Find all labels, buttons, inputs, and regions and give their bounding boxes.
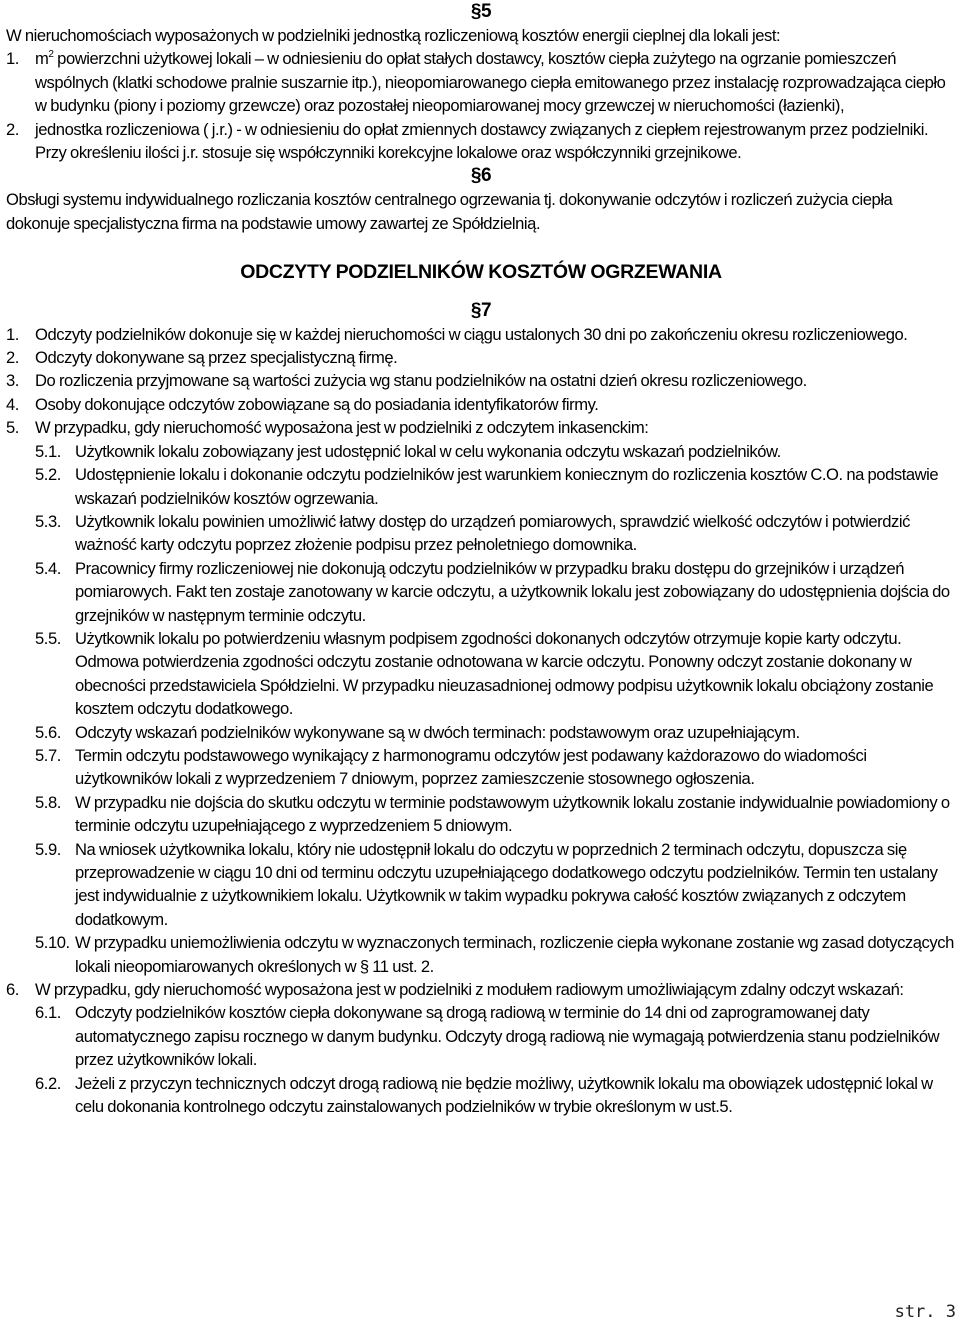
- sub-item: [6, 440, 956, 463]
- sub-item-text: Termin odczytu podstawowego wynikający z harmonogramu odczytów jest podawany każdorazowo do wiadomości użytkowników lokali z wyprzedzeniem 7 dniowym, poprzez zamieszczenie stosownego ogłoszenia.: [75, 745, 867, 789]
- sub-item-text: Użytkownik lokalu powinien umożliwić łatwy dostęp do urządzeń pomiarowych, sprawdzić wielkość odczytów i potwierdzić ważność karty odczytu poprzez złożenie podpisu przez pełnoletniego domownika.: [75, 511, 910, 555]
- item-number: 4.: [6, 394, 19, 414]
- item-number: 2.: [6, 348, 19, 368]
- sub-item-number: 5.1.: [35, 441, 61, 461]
- sub-item: [6, 627, 956, 721]
- sub-item: [6, 557, 956, 627]
- sub-item: [6, 931, 956, 978]
- sub-item-number: 5.10.: [35, 933, 70, 953]
- section-5-item: [6, 47, 956, 117]
- chapter-heading: ODCZYTY PODZIELNIKÓW KOSZTÓW OGRZEWANIA: [240, 261, 722, 284]
- sub-item: [6, 721, 956, 744]
- item-number: 1.: [6, 49, 19, 69]
- section-7-symbol: §7: [470, 299, 492, 321]
- item-number: 2.: [6, 119, 19, 139]
- sub-item-number: 5.3.: [35, 511, 61, 531]
- section-7-item: [6, 416, 956, 439]
- sub-item-text: W przypadku nie dojścia do skutku odczytu w terminie podstawowym użytkownik lokalu zostanie indywidualnie powiadomiony o terminie odczytu uzupełniającego z wyprzedzeniem 5 dniowym.: [75, 792, 950, 836]
- sub-item: [6, 1072, 956, 1119]
- sub-item-number: 6.1.: [35, 1003, 61, 1023]
- section-5-symbol: §5: [470, 1, 492, 22]
- item-text: Osoby dokonujące odczytów zobowiązane są do posiadania identyfikatorów firmy.: [35, 394, 599, 414]
- sub-item-text: Użytkownik lokalu po potwierdzeniu własnym podpisem zgodności dokonanych odczytów otrzymuje kopie karty odczytu. Odmowa potwierdzenia zgodności odczytu zostanie odnotowana w karcie odczytu. Ponowny odczyt zostanie dokonany w obecności przedstawiciela Spółdzielni. W przypadku nieuzasadnionej odmowy podpisu użytkownik lokalu obciążony zostanie kosztem odczytu dodatkowego.: [75, 628, 934, 719]
- sub-item-text: Odczyty wskazań podzielników wykonywane są w dwóch terminach: podstawowym oraz uzupełniającym.: [75, 722, 800, 742]
- section-5-intro: W nieruchomościach wyposażonych w podzielniki jednostką rozliczeniową kosztów energii cieplnej dla lokali jest:: [6, 26, 781, 45]
- section-5-item: [6, 118, 956, 165]
- document-page: [6, 0, 956, 1118]
- item-text: W przypadku, gdy nieruchomość wyposażona jest w podzielniki z modułem radiowym umożliwiającym zdalny odczyt wskazań:: [35, 980, 904, 1000]
- item-text: powierzchni użytkowej lokali – w odniesieniu do opłat stałych dostawcy, kosztów ciepła zużytego na ogrzanie pomieszczeń wspólnych (klatki schodowe pralnie suszarnie itp.), nieopomiarowanego ciepła emitowanego przez instalację rozprowadzająca ciepło w budynku (piony i poziomy grzewcze) oraz pozostałej nieopomiarowanej mocy grzewczej w nieruchomości (łazienki),: [35, 49, 946, 116]
- sub-item-text: Udostępnienie lokalu i dokonanie odczytu podzielników jest warunkiem koniecznym do rozliczenia kosztów C.O. na podstawie wskazań podzielników kosztów ogrzewania.: [75, 465, 939, 508]
- superscript: 2: [48, 49, 54, 61]
- section-6-text: Obsługi systemu indywidualnego rozliczania kosztów centralnego ogrzewania tj. dokonywanie odczytów i rozliczeń zużycia ciepła dokonuje specjalistyczna firma na podstawie umowy zawartej ze Spółdzielnią.: [6, 190, 893, 233]
- sub-item-text: Na wniosek użytkownika lokalu, który nie udostępnił lokalu do odczytu w poprzednich 2 terminach odczytu, dopuszcza się przeprowadzenie w ciągu 10 dni od terminu odczytu uzupełniającego dodatkowego odczytu podzielników. Termin ten ustalany jest indywidualnie z użytkownikiem lokalu. Użytkownik w takim wypadku pokrywa całość kosztów związanych z odczytem dodatkowym.: [75, 839, 938, 929]
- item-number: 6.: [6, 980, 19, 1000]
- sub-item-number: 5.2.: [35, 465, 61, 485]
- sub-item: [6, 838, 956, 932]
- section-7-item: [6, 323, 956, 346]
- sub-item-text: Użytkownik lokalu zobowiązany jest udostępnić lokal w celu wykonania odczytu wskazań podzielników.: [75, 441, 781, 461]
- item-text-prefix: m: [35, 49, 49, 69]
- item-text: jednostka rozliczeniowa ( j.r.) - w odniesieniu do opłat zmiennych dostawcy związanych z ciepłem rejestrowanym przez podzielniki. Przy określeniu ilości j.r. stosuje się współczynniki korekcyjne lokalowe oraz współczynniki grzejnikowe.: [35, 119, 929, 163]
- section-7-item: [6, 369, 956, 392]
- item-text: W przypadku, gdy nieruchomość wyposażona jest w podzielniki z odczytem inkasenckim:: [35, 418, 649, 438]
- page-number: str. 3: [894, 1302, 956, 1322]
- section-7-item: [6, 393, 956, 416]
- sub-item-number: 5.5.: [35, 628, 61, 648]
- sub-item: [6, 791, 956, 838]
- section-6-symbol: §6: [470, 165, 492, 187]
- sub-item-number: 5.8.: [35, 792, 61, 812]
- sub-item: [6, 1001, 956, 1071]
- sub-item: [6, 744, 956, 791]
- item-text: Odczyty dokonywane są przez specjalistyczną firmę.: [35, 348, 398, 368]
- sub-item-text: Pracownicy firmy rozliczeniowej nie dokonują odczytu podzielników w przypadku braku dostępu do grzejników i urządzeń pomiarowych. Fakt ten zostaje zanotowany w karcie odczytu, a użytkownik lokalu jest zobowiązany do udostępnienia dojścia do grzejników w następnym terminie odczytu.: [75, 558, 950, 625]
- section-7-item: [6, 978, 956, 1001]
- sub-item-text: W przypadku uniemożliwienia odczytu w wyznaczonych terminach, rozliczenie ciepła wykonane zostanie wg zasad dotyczących lokali nieopomiarowanych określonych w § 11 ust. 2.: [75, 933, 954, 976]
- sub-item-number: 5.4.: [35, 558, 61, 578]
- sub-item-number: 5.9.: [35, 839, 61, 859]
- sub-item-number: 6.2.: [35, 1073, 61, 1093]
- sub-item-number: 5.6.: [35, 722, 61, 742]
- item-number: 1.: [6, 324, 19, 344]
- item-text: Odczyty podzielników dokonuje się w każdej nieruchomości w ciągu ustalonych 30 dni po zakończeniu okresu rozliczeniowego.: [35, 324, 908, 344]
- item-text: Do rozliczenia przyjmowane są wartości zużycia wg stanu podzielników na ostatni dzień okresu rozliczeniowego.: [35, 371, 807, 391]
- sub-item-text: Odczyty podzielników kosztów ciepła dokonywane są drogą radiową w terminie do 14 dni od zaprogramowanej daty automatycznego zapisu rocznego w danym budynku. Odczyty drogą radiową nie wymagają potwierdzenia stanu podzielników przez użytkowników lokali.: [75, 1003, 940, 1070]
- item-number: 3.: [6, 371, 19, 391]
- sub-item: [6, 510, 956, 557]
- sub-item-text: Jeżeli z przyczyn technicznych odczyt drogą radiową nie będzie możliwy, użytkownik lokalu ma obowiązek udostępnić lokal w celu dokonania kontrolnego odczytu zainstalowanych podzielników w trybie określonym w ust.5.: [75, 1073, 933, 1117]
- sub-item-number: 5.7.: [35, 745, 61, 765]
- sub-item: [6, 463, 956, 510]
- item-number: 5.: [6, 418, 19, 438]
- section-7-item: [6, 346, 956, 369]
